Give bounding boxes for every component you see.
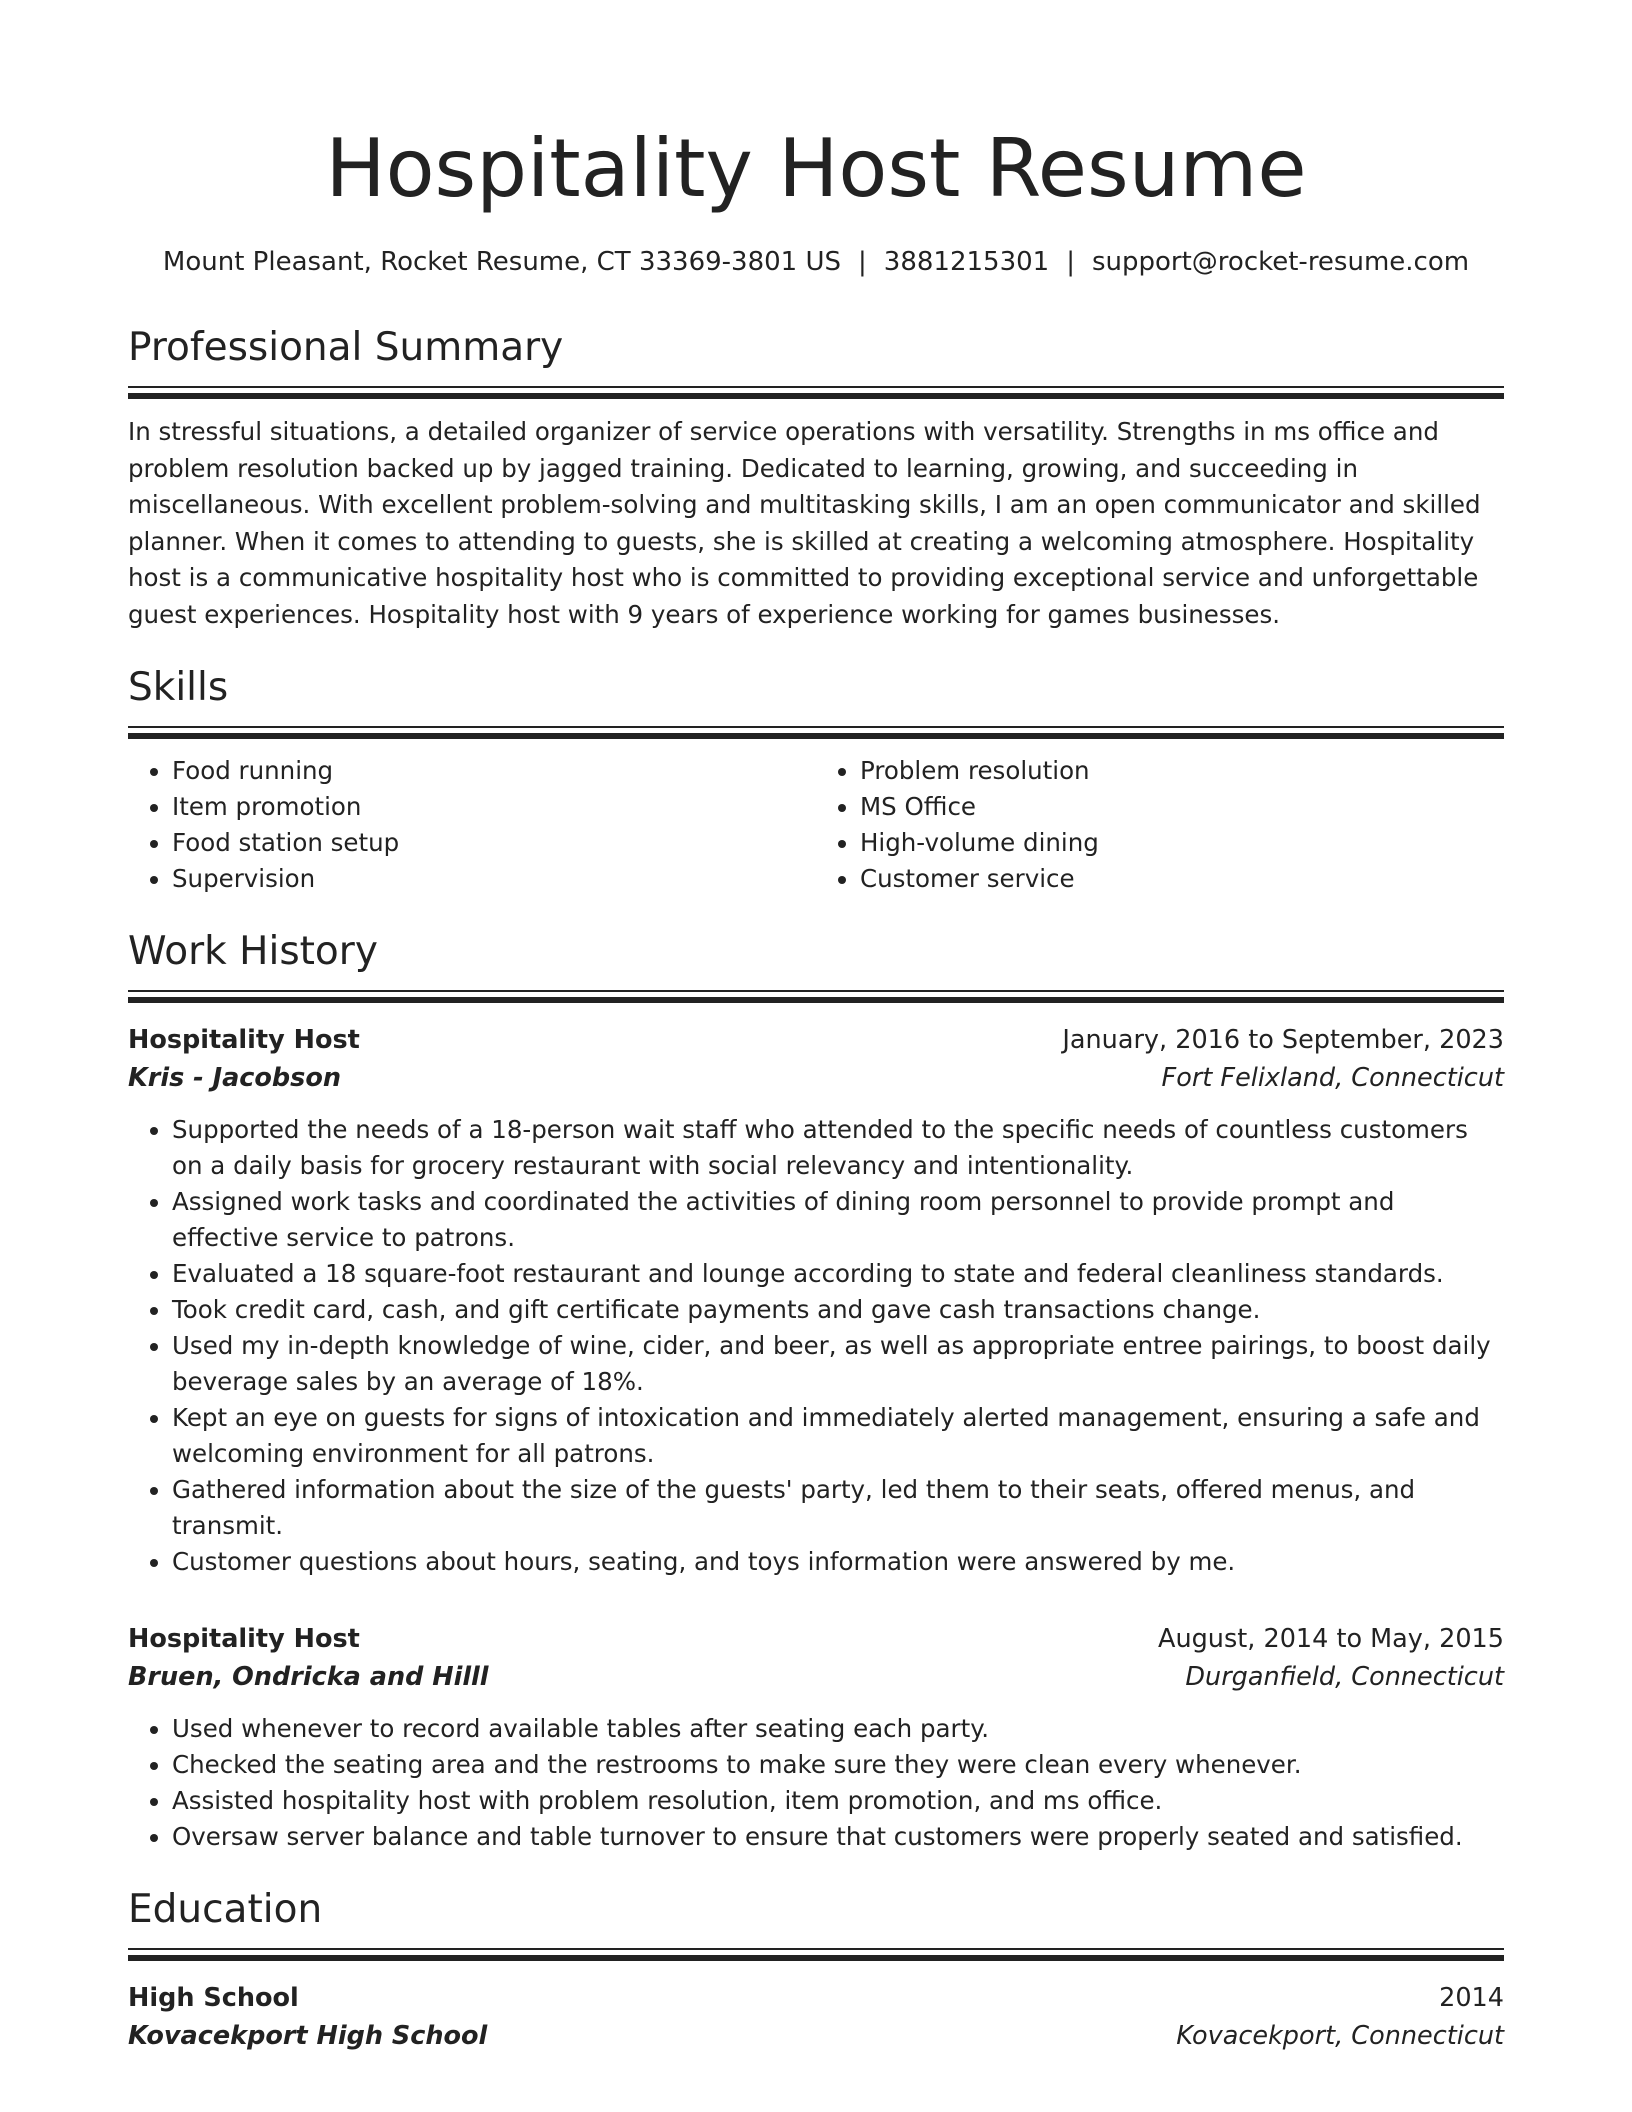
- skills-list-left: [128, 753, 816, 897]
- job-company-row: [128, 1658, 1504, 1696]
- skill-item: • Problem resolution: [860, 753, 1504, 789]
- education-entry: [128, 1979, 1504, 2055]
- job-title: Hospitality Host: [128, 1025, 360, 1055]
- work-history-heading: Work History: [128, 929, 378, 974]
- work-history-section: [128, 928, 1504, 1855]
- job-dates: August, 2014 to May, 2015: [1158, 1624, 1504, 1654]
- job-duty: • Assisted hospitality host with problem resolution, item promotion, and ms office.: [172, 1783, 1504, 1819]
- job-duty: • Assigned work tasks and coordinated the activities of dining room personnel to provide prompt and effective service to patrons.: [172, 1184, 1504, 1256]
- skills-grid: [128, 753, 1504, 897]
- job-duty: • Used whenever to record available tables after seating each party.: [172, 1711, 1504, 1747]
- job-title-row: [128, 1021, 1504, 1059]
- skills-list-right: [816, 753, 1504, 897]
- job-duty: • Used my in-depth knowledge of wine, cider, and beer, as well as appropriate entree pairings, to boost daily beverage sales by an average of 18%.: [172, 1328, 1504, 1400]
- skills-section: [128, 664, 1504, 897]
- job-duties-list: [128, 1711, 1504, 1855]
- section-divider: [128, 726, 1504, 739]
- education-location: Kovacekport, Connecticut: [1176, 2021, 1504, 2051]
- job-location: Fort Felixland, Connecticut: [1161, 1063, 1504, 1093]
- job-duty: • Gathered information about the size of the guests' party, led them to their seats, offered menus, and transmit.: [172, 1472, 1504, 1544]
- job-duty: • Checked the seating area and the restrooms to make sure they were clean every whenever.: [172, 1747, 1504, 1783]
- education-heading: Education: [128, 1887, 323, 1932]
- skill-item: • High-volume dining: [860, 825, 1504, 861]
- education-school: Kovacekport High School: [128, 2021, 488, 2051]
- job-company: Bruen, Ondricka and Hilll: [128, 1662, 489, 1692]
- job-title: Hospitality Host: [128, 1624, 360, 1654]
- contact-separator: |: [1066, 247, 1075, 277]
- job-dates: January, 2016 to September, 2023: [1062, 1025, 1504, 1055]
- job-duty: • Customer questions about hours, seating, and toys information were answered by me.: [172, 1544, 1504, 1580]
- skill-item: • Customer service: [860, 861, 1504, 897]
- job-entry: [128, 1021, 1504, 1580]
- education-section: [128, 1886, 1504, 2055]
- contact-email: support@rocket-resume.com: [1091, 247, 1470, 277]
- contact-line: [128, 244, 1504, 280]
- education-year: 2014: [1439, 1983, 1504, 2013]
- contact-address: Mount Pleasant, Rocket Resume, CT 33369-3801 US: [162, 247, 842, 277]
- job-location: Durganfield, Connecticut: [1185, 1662, 1504, 1692]
- section-divider: [128, 1948, 1504, 1961]
- contact-phone: 3881215301: [883, 247, 1050, 277]
- job-duty: • Evaluated a 18 square-foot restaurant and lounge according to state and federal cleanliness standards.: [172, 1256, 1504, 1292]
- job-duty: • Supported the needs of a 18-person wait staff who attended to the specific needs of countless customers on a daily basis for grocery restaurant with social relevancy and intentionality.: [172, 1112, 1504, 1184]
- contact-separator: |: [858, 247, 867, 277]
- job-duty: • Kept an eye on guests for signs of intoxication and immediately alerted management, ensuring a safe and welcoming environment for all patrons.: [172, 1400, 1504, 1472]
- section-divider: [128, 990, 1504, 1003]
- job-entry: [128, 1620, 1504, 1855]
- skill-item: • Food running: [172, 753, 816, 789]
- job-title-row: [128, 1620, 1504, 1658]
- job-duty: • Oversaw server balance and table turnover to ensure that customers were properly seated and satisfied.: [172, 1819, 1504, 1855]
- section-divider: [128, 386, 1504, 399]
- job-company-row: [128, 1059, 1504, 1097]
- education-degree-row: [128, 1979, 1504, 2017]
- summary-text: In stressful situations, a detailed organizer of service operations with versatility. Strengths in ms office and problem resolution backed up by jagged training. Dedicated to learning, growing, and succeeding in miscellaneous. With excellent problem-solving and multitasking skills, I am an open communicator and skilled planner. When it comes to attending to guests, she is skilled at creating a welcoming atmosphere. Hospitality host is a communicative hospitality host who is committed to providing exceptional service and unforgettable guest experiences. Hospitality host with 9 years of experience working for games businesses.: [128, 417, 1481, 629]
- skill-item: • Supervision: [172, 861, 816, 897]
- summary-heading: Professional Summary: [128, 325, 564, 370]
- skill-item: • Item promotion: [172, 789, 816, 825]
- resume-title: Hospitality Host Resume: [325, 122, 1307, 215]
- job-company: Kris - Jacobson: [128, 1063, 342, 1093]
- job-duty: • Took credit card, cash, and gift certificate payments and gave cash transactions change.: [172, 1292, 1504, 1328]
- skill-item: • MS Office: [860, 789, 1504, 825]
- summary-section: [128, 324, 1504, 633]
- education-school-row: [128, 2017, 1504, 2055]
- skills-heading: Skills: [128, 665, 229, 710]
- job-duties-list: [128, 1112, 1504, 1580]
- education-degree: High School: [128, 1983, 299, 2013]
- skill-item: • Food station setup: [172, 825, 816, 861]
